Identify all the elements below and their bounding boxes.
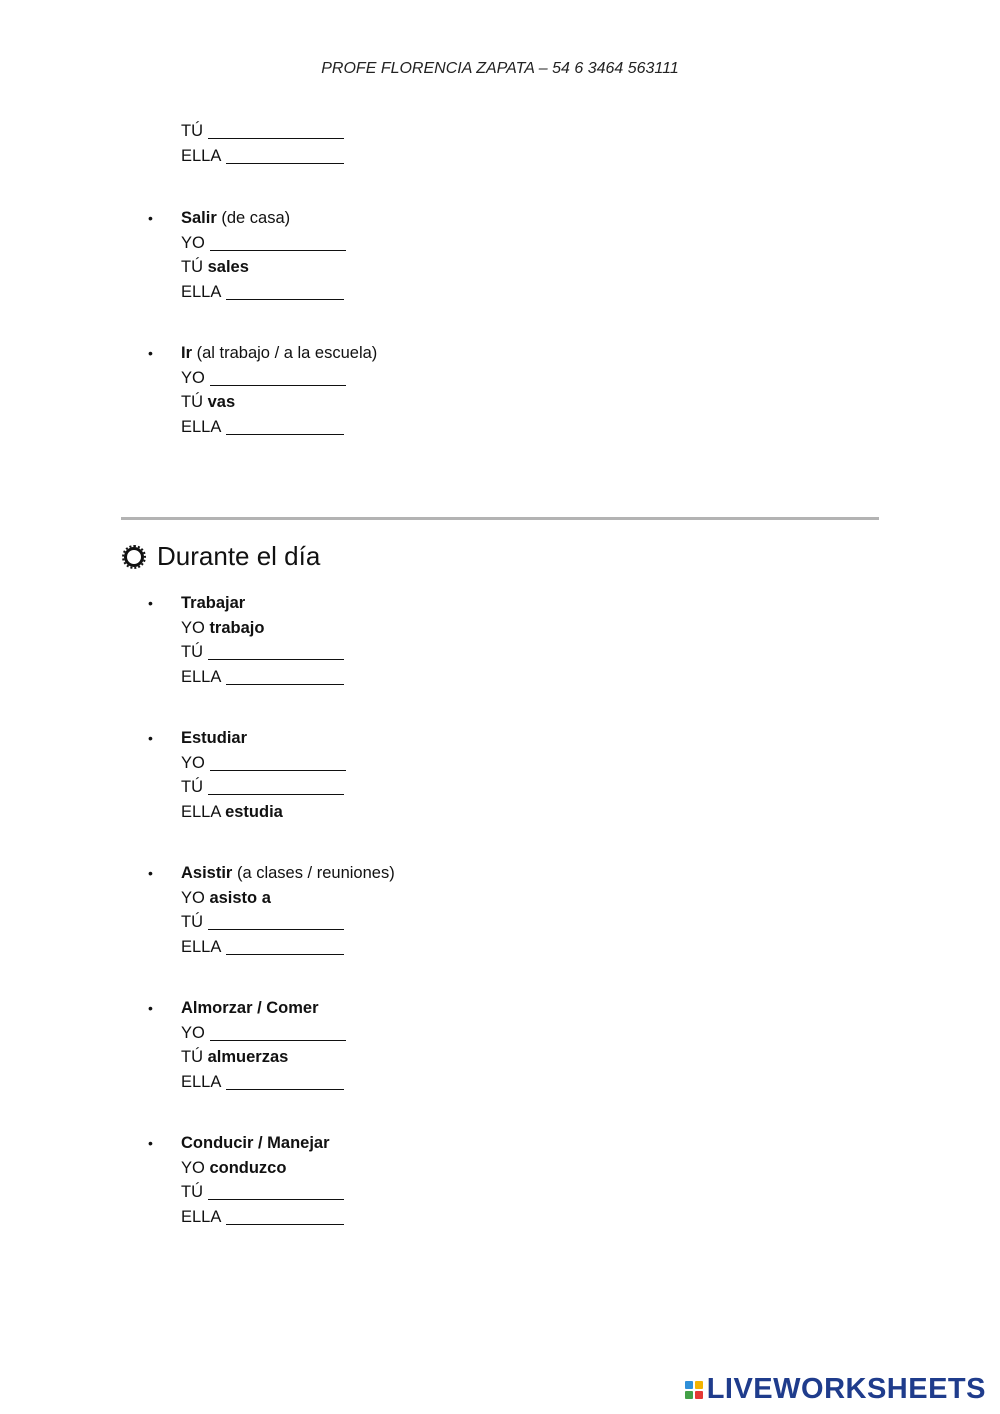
- verb-block: [148, 861, 748, 959]
- section-heading: [124, 541, 320, 572]
- conjugation-row-tu: [148, 1180, 748, 1205]
- answer-blank[interactable]: [226, 668, 344, 685]
- logo-mark-icon: [685, 1381, 703, 1399]
- pronoun-label: TÚ: [181, 643, 203, 661]
- logo-square: [685, 1391, 693, 1399]
- pronoun-label: TÚ: [181, 122, 203, 140]
- conjugation-row-tu: [148, 390, 748, 415]
- verb-infinitive: Conducir / Manejar: [181, 1134, 330, 1152]
- given-conjugation: almuerzas: [207, 1048, 289, 1066]
- pronoun-label: YO: [181, 618, 205, 637]
- verb-block: [148, 591, 748, 689]
- verb-heading: [148, 591, 748, 616]
- conjugation-row-yo: [148, 751, 748, 776]
- pronoun-label: TÚ: [181, 393, 203, 411]
- liveworksheets-logo: [685, 1373, 986, 1406]
- logo-square: [695, 1381, 703, 1389]
- verb-infinitive: Salir: [181, 209, 217, 227]
- verb-note: (al trabajo / a la escuela): [196, 344, 378, 362]
- answer-blank[interactable]: [210, 234, 346, 251]
- conjugation-row-ella: [148, 800, 748, 825]
- conjugation-row-ella: [148, 1205, 748, 1230]
- verb-note: (a clases / reuniones): [236, 864, 395, 882]
- verb-heading: [148, 726, 748, 751]
- pronoun-label: YO: [181, 1023, 205, 1042]
- conjugation-row-yo: [148, 366, 748, 391]
- verb-block: [148, 1131, 748, 1229]
- answer-blank[interactable]: [226, 938, 344, 955]
- pronoun-label: ELLA: [181, 282, 222, 301]
- pronoun-label: TÚ: [181, 913, 203, 931]
- answer-blank[interactable]: [208, 913, 344, 930]
- answer-blank[interactable]: [210, 754, 346, 771]
- pronoun-label: TÚ: [181, 1183, 203, 1201]
- given-conjugation: trabajo: [209, 618, 265, 637]
- conjugation-row-ella: [148, 1070, 748, 1095]
- bullet-icon: •: [148, 345, 153, 361]
- conjugation-row-yo: [148, 886, 748, 911]
- verb-block: [148, 341, 748, 439]
- verb-heading: [148, 206, 748, 231]
- section-divider: [121, 517, 879, 520]
- conjugation-row-tu: [148, 640, 748, 665]
- conjugation-row: [148, 144, 748, 169]
- pronoun-label: YO: [181, 1158, 205, 1177]
- answer-blank[interactable]: [226, 418, 344, 435]
- pronoun-label: YO: [181, 888, 205, 907]
- pronoun-label: TÚ: [181, 1048, 203, 1066]
- verb-heading: [148, 996, 748, 1021]
- pronoun-label: ELLA: [181, 667, 222, 686]
- conjugation-row: [148, 119, 748, 144]
- pronoun-label: TÚ: [181, 258, 203, 276]
- pronoun-label: ELLA: [181, 802, 221, 821]
- answer-blank[interactable]: [208, 643, 344, 660]
- given-conjugation: estudia: [225, 802, 283, 821]
- conjugation-row-ella: [148, 415, 748, 440]
- conjugation-row-tu: [148, 775, 748, 800]
- verb-heading: [148, 1131, 748, 1156]
- pronoun-label: TÚ: [181, 778, 203, 796]
- given-conjugation: vas: [207, 393, 236, 411]
- logo-square: [685, 1381, 693, 1389]
- given-conjugation: asisto a: [209, 888, 271, 907]
- verb-infinitive: Estudiar: [181, 729, 248, 747]
- pronoun-label: ELLA: [181, 146, 222, 165]
- verb-infinitive: Almorzar / Comer: [181, 999, 319, 1017]
- conjugation-row-ella: [148, 665, 748, 690]
- given-conjugation: conduzco: [209, 1158, 287, 1177]
- bullet-icon: •: [148, 210, 153, 226]
- conjugation-row-yo: [148, 616, 748, 641]
- pronoun-label: YO: [181, 233, 205, 252]
- answer-blank[interactable]: [210, 369, 346, 386]
- sun-ring-icon: [124, 547, 144, 567]
- verb-block: [148, 996, 748, 1094]
- verb-infinitive: Ir: [181, 344, 193, 362]
- conjugation-row-yo: [148, 231, 748, 256]
- answer-blank[interactable]: [210, 1024, 346, 1041]
- verb-note: (de casa): [221, 209, 291, 227]
- conjugation-row-ella: [148, 935, 748, 960]
- answer-blank[interactable]: [208, 122, 344, 139]
- verb-block: [148, 726, 748, 824]
- bullet-icon: •: [148, 1000, 153, 1016]
- given-conjugation: sales: [207, 258, 249, 276]
- pronoun-label: ELLA: [181, 937, 222, 956]
- pronoun-label: YO: [181, 368, 205, 387]
- conjugation-row-ella: [148, 280, 748, 305]
- answer-blank[interactable]: [208, 778, 344, 795]
- conjugation-row-tu: [148, 910, 748, 935]
- answer-blank[interactable]: [226, 1208, 344, 1225]
- answer-blank[interactable]: [226, 283, 344, 300]
- conjugation-row-yo: [148, 1156, 748, 1181]
- section-title: Durante el día: [157, 541, 321, 571]
- conjugation-row-tu: [148, 255, 748, 280]
- verb-heading: [148, 861, 748, 886]
- logo-text: LIVEWORKSHEETS: [706, 1373, 986, 1405]
- bullet-icon: •: [148, 865, 153, 881]
- conjugation-row-tu: [148, 1045, 748, 1070]
- pronoun-label: ELLA: [181, 417, 222, 436]
- answer-blank[interactable]: [208, 1183, 344, 1200]
- verb-infinitive: Trabajar: [181, 594, 246, 612]
- verb-infinitive: Asistir: [181, 864, 233, 882]
- pronoun-label: ELLA: [181, 1072, 222, 1091]
- verb-block: [148, 206, 748, 304]
- page-header: PROFE FLORENCIA ZAPATA – 54 6 3464 563111: [321, 60, 679, 77]
- answer-blank[interactable]: [226, 147, 344, 164]
- answer-blank[interactable]: [226, 1073, 344, 1090]
- logo-square: [695, 1391, 703, 1399]
- bullet-icon: •: [148, 595, 153, 611]
- pronoun-label: YO: [181, 753, 205, 772]
- conjugation-row-yo: [148, 1021, 748, 1046]
- bullet-icon: •: [148, 730, 153, 746]
- top-fragment: [148, 119, 748, 168]
- bullet-icon: •: [148, 1135, 153, 1151]
- verb-heading: [148, 341, 748, 366]
- pronoun-label: ELLA: [181, 1207, 222, 1226]
